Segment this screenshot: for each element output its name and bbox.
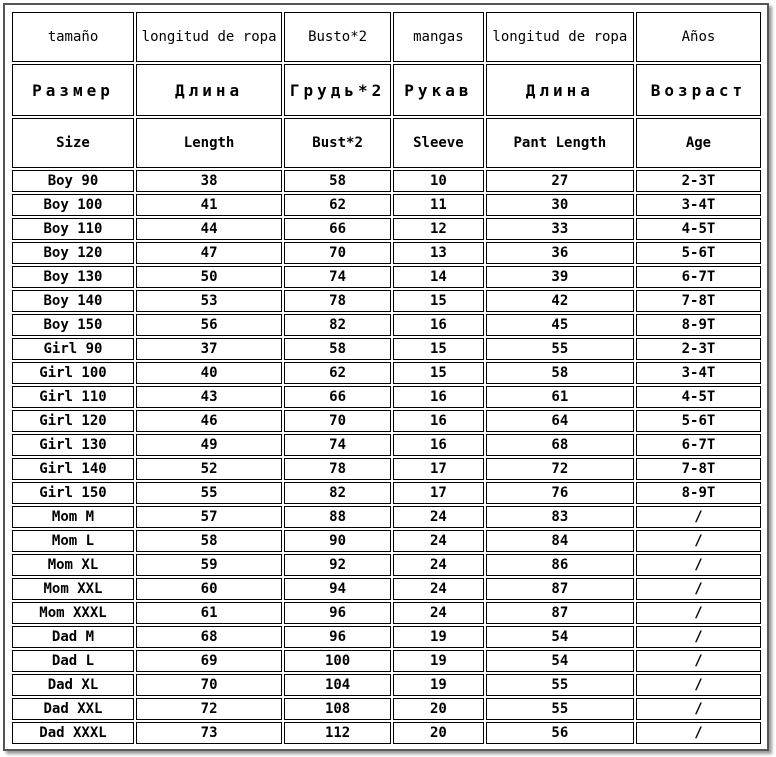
table-cell: Boy 130	[12, 266, 134, 288]
table-cell: 62	[284, 362, 391, 384]
table-cell: 68	[486, 434, 634, 456]
table-cell: Mom L	[12, 530, 134, 552]
table-cell: 30	[486, 194, 634, 216]
table-cell: 8-9T	[636, 314, 761, 336]
table-cell: /	[636, 554, 761, 576]
table-cell: 7-8T	[636, 458, 761, 480]
table-cell: 44	[136, 218, 282, 240]
table-cell: 38	[136, 170, 282, 192]
header-cell: longitud de ropa	[486, 12, 634, 62]
header-cell: Длина	[486, 64, 634, 116]
table-cell: 24	[393, 578, 484, 600]
table-cell: 40	[136, 362, 282, 384]
table-cell: 3-4T	[636, 194, 761, 216]
table-row	[12, 266, 761, 288]
table-cell: 7-8T	[636, 290, 761, 312]
table-cell: 15	[393, 290, 484, 312]
table-row	[12, 722, 761, 744]
table-cell: 49	[136, 434, 282, 456]
table-cell: 5-6T	[636, 242, 761, 264]
table-cell: 70	[284, 410, 391, 432]
table-cell: 84	[486, 530, 634, 552]
table-cell: Girl 130	[12, 434, 134, 456]
table-cell: 72	[486, 458, 634, 480]
table-cell: 19	[393, 626, 484, 648]
table-cell: 4-5T	[636, 218, 761, 240]
table-cell: 100	[284, 650, 391, 672]
table-cell: Dad XXL	[12, 698, 134, 720]
table-cell: /	[636, 674, 761, 696]
table-cell: 37	[136, 338, 282, 360]
table-cell: 112	[284, 722, 391, 744]
table-cell: /	[636, 602, 761, 624]
table-cell: 46	[136, 410, 282, 432]
table-cell: 5-6T	[636, 410, 761, 432]
table-cell: 58	[486, 362, 634, 384]
table-cell: 56	[486, 722, 634, 744]
table-cell: 15	[393, 338, 484, 360]
table-cell: 13	[393, 242, 484, 264]
table-cell: 74	[284, 434, 391, 456]
table-cell: Girl 110	[12, 386, 134, 408]
table-cell: Boy 100	[12, 194, 134, 216]
table-cell: 60	[136, 578, 282, 600]
table-cell: 108	[284, 698, 391, 720]
table-cell: 16	[393, 410, 484, 432]
table-cell: 73	[136, 722, 282, 744]
header-cell: Bust*2	[284, 118, 391, 168]
table-cell: 19	[393, 650, 484, 672]
header-cell: Size	[12, 118, 134, 168]
table-cell: 47	[136, 242, 282, 264]
header-row-spanish	[12, 12, 761, 62]
table-cell: /	[636, 698, 761, 720]
table-cell: 24	[393, 602, 484, 624]
header-row-russian	[12, 64, 761, 116]
table-row	[12, 386, 761, 408]
table-cell: Dad XL	[12, 674, 134, 696]
table-cell: Dad M	[12, 626, 134, 648]
table-cell: 64	[486, 410, 634, 432]
header-cell: longitud de ropa	[136, 12, 282, 62]
table-cell: /	[636, 650, 761, 672]
table-row	[12, 410, 761, 432]
table-cell: Boy 110	[12, 218, 134, 240]
header-cell: Sleeve	[393, 118, 484, 168]
table-cell: 70	[284, 242, 391, 264]
table-cell: /	[636, 530, 761, 552]
table-cell: Dad XXXL	[12, 722, 134, 744]
table-cell: 58	[136, 530, 282, 552]
table-cell: Girl 150	[12, 482, 134, 504]
table-cell: 27	[486, 170, 634, 192]
table-cell: 90	[284, 530, 391, 552]
table-row	[12, 650, 761, 672]
table-cell: 69	[136, 650, 282, 672]
table-cell: 41	[136, 194, 282, 216]
table-row	[12, 530, 761, 552]
table-cell: /	[636, 626, 761, 648]
header-cell: Длина	[136, 64, 282, 116]
table-cell: 104	[284, 674, 391, 696]
table-row	[12, 218, 761, 240]
table-cell: 50	[136, 266, 282, 288]
table-cell: 62	[284, 194, 391, 216]
table-cell: 94	[284, 578, 391, 600]
table-cell: 76	[486, 482, 634, 504]
table-cell: Mom XXXL	[12, 602, 134, 624]
table-row	[12, 578, 761, 600]
table-cell: 55	[486, 674, 634, 696]
table-cell: 15	[393, 362, 484, 384]
table-cell: 2-3T	[636, 170, 761, 192]
table-cell: 45	[486, 314, 634, 336]
table-row	[12, 338, 761, 360]
table-row	[12, 314, 761, 336]
table-cell: 39	[486, 266, 634, 288]
table-cell: 3-4T	[636, 362, 761, 384]
table-cell: 88	[284, 506, 391, 528]
table-cell: 58	[284, 170, 391, 192]
table-cell: 58	[284, 338, 391, 360]
table-cell: 24	[393, 554, 484, 576]
table-cell: 16	[393, 314, 484, 336]
table-cell: 72	[136, 698, 282, 720]
table-row	[12, 626, 761, 648]
table-cell: Girl 90	[12, 338, 134, 360]
table-cell: 59	[136, 554, 282, 576]
header-cell: mangas	[393, 12, 484, 62]
table-cell: 87	[486, 578, 634, 600]
header-cell: Грудь*2	[284, 64, 391, 116]
table-cell: 82	[284, 482, 391, 504]
table-cell: Boy 120	[12, 242, 134, 264]
table-cell: /	[636, 722, 761, 744]
table-cell: 11	[393, 194, 484, 216]
table-cell: 74	[284, 266, 391, 288]
size-chart-table	[10, 10, 763, 746]
table-cell: 36	[486, 242, 634, 264]
table-cell: Mom XXL	[12, 578, 134, 600]
table-cell: 96	[284, 602, 391, 624]
table-row	[12, 602, 761, 624]
table-cell: 61	[136, 602, 282, 624]
table-cell: 16	[393, 434, 484, 456]
table-cell: Boy 90	[12, 170, 134, 192]
table-cell: 6-7T	[636, 434, 761, 456]
table-cell: Dad L	[12, 650, 134, 672]
header-cell: Размер	[12, 64, 134, 116]
table-row	[12, 170, 761, 192]
table-cell: 82	[284, 314, 391, 336]
table-cell: 54	[486, 650, 634, 672]
table-cell: 17	[393, 458, 484, 480]
table-row	[12, 242, 761, 264]
table-cell: 87	[486, 602, 634, 624]
table-row	[12, 458, 761, 480]
header-cell: Busto*2	[284, 12, 391, 62]
table-cell: Boy 140	[12, 290, 134, 312]
table-cell: 43	[136, 386, 282, 408]
table-cell: 55	[486, 338, 634, 360]
header-cell: Рукав	[393, 64, 484, 116]
table-cell: 55	[486, 698, 634, 720]
table-cell: Girl 100	[12, 362, 134, 384]
table-cell: Mom XL	[12, 554, 134, 576]
table-cell: 70	[136, 674, 282, 696]
table-row	[12, 290, 761, 312]
table-cell: 19	[393, 674, 484, 696]
table-row	[12, 362, 761, 384]
table-row	[12, 434, 761, 456]
header-cell: Pant Length	[486, 118, 634, 168]
table-cell: 92	[284, 554, 391, 576]
table-row	[12, 506, 761, 528]
header-row-english	[12, 118, 761, 168]
size-chart-body	[12, 12, 761, 744]
header-cell: Возраст	[636, 64, 761, 116]
table-cell: 33	[486, 218, 634, 240]
header-cell: Años	[636, 12, 761, 62]
header-cell: tamaño	[12, 12, 134, 62]
table-row	[12, 554, 761, 576]
table-cell: 17	[393, 482, 484, 504]
table-cell: /	[636, 506, 761, 528]
table-row	[12, 482, 761, 504]
table-cell: 6-7T	[636, 266, 761, 288]
table-cell: 10	[393, 170, 484, 192]
table-cell: 57	[136, 506, 282, 528]
table-cell: /	[636, 578, 761, 600]
table-cell: 4-5T	[636, 386, 761, 408]
table-cell: 2-3T	[636, 338, 761, 360]
table-cell: 14	[393, 266, 484, 288]
table-cell: 96	[284, 626, 391, 648]
table-cell: 78	[284, 290, 391, 312]
table-cell: 55	[136, 482, 282, 504]
table-cell: 56	[136, 314, 282, 336]
table-cell: 66	[284, 218, 391, 240]
table-cell: 54	[486, 626, 634, 648]
table-cell: 24	[393, 506, 484, 528]
table-cell: 52	[136, 458, 282, 480]
table-cell: 68	[136, 626, 282, 648]
table-row	[12, 698, 761, 720]
header-cell: Length	[136, 118, 282, 168]
table-cell: 20	[393, 722, 484, 744]
table-cell: 8-9T	[636, 482, 761, 504]
table-cell: 83	[486, 506, 634, 528]
table-cell: Girl 120	[12, 410, 134, 432]
table-row	[12, 674, 761, 696]
table-cell: 66	[284, 386, 391, 408]
table-row	[12, 194, 761, 216]
table-cell: 78	[284, 458, 391, 480]
table-cell: 42	[486, 290, 634, 312]
table-cell: 20	[393, 698, 484, 720]
table-cell: 86	[486, 554, 634, 576]
table-cell: 12	[393, 218, 484, 240]
table-cell: Boy 150	[12, 314, 134, 336]
table-cell: 53	[136, 290, 282, 312]
table-cell: 24	[393, 530, 484, 552]
header-cell: Age	[636, 118, 761, 168]
table-cell: 61	[486, 386, 634, 408]
table-cell: 16	[393, 386, 484, 408]
table-cell: Mom M	[12, 506, 134, 528]
table-cell: Girl 140	[12, 458, 134, 480]
